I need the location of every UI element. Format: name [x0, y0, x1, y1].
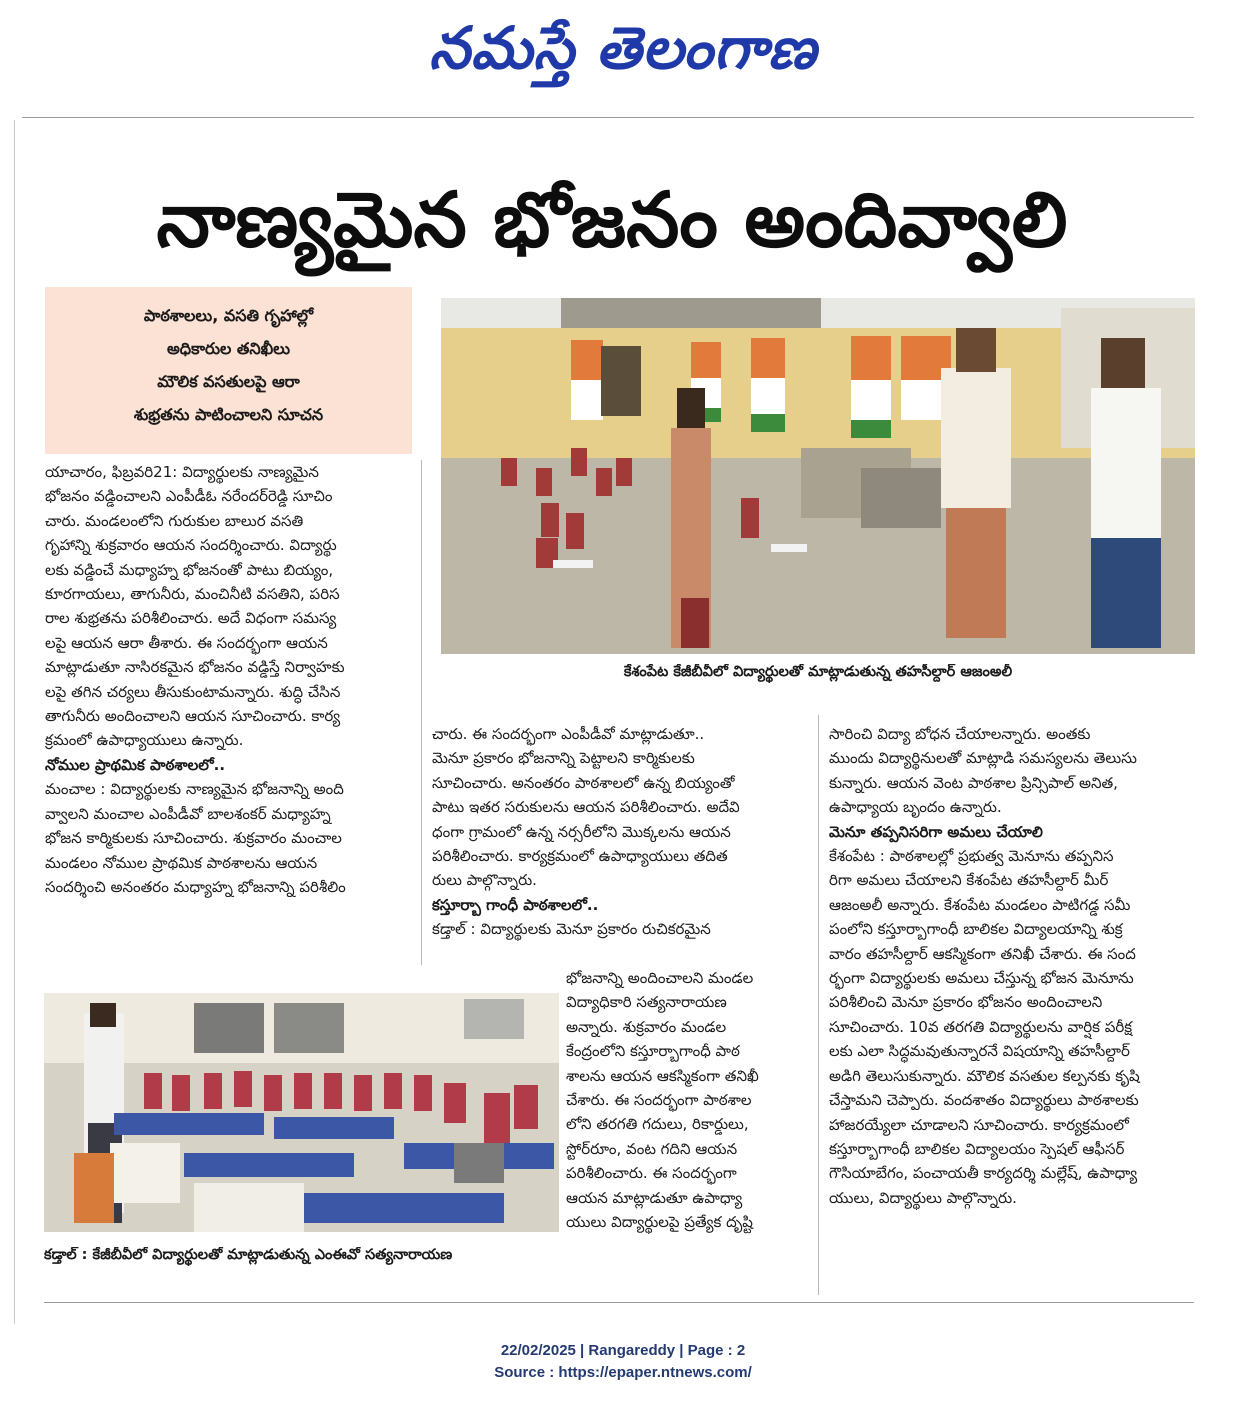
- highlight-line: పాఠశాలలు, వసతి గృహాల్లో: [143, 306, 314, 325]
- paragraph-line: శాలను ఆయన ఆకస్మికంగా తనిఖీ: [566, 1066, 759, 1085]
- paragraph-line: మాట్లాడుతూ నాసిరకమైన భోజనం వడ్డిస్తే నిర్వాహకు: [45, 658, 345, 677]
- paragraph-line: లపై తగిన చర్యలు తీసుకుంటామన్నారు. శుద్ధి చేసిన: [45, 682, 341, 701]
- paragraph-line: భోజనం వడ్డించాలని ఎంపీడీఓ నరేందర్‌రెడ్డి సూచిం: [45, 487, 333, 506]
- paragraph-line: కడ్తాల్ : విద్యార్థులకు మెనూ ప్రకారం రుచికరమైన: [432, 920, 711, 939]
- footer-edition-info: 22/02/2025 | Rangareddy | Page : 2: [500, 1342, 746, 1359]
- photo1-caption: కేశంపేట కేజీబీవీలో విద్యార్థులతో మాట్లాడుతున్న తహసీల్దార్ ఆజంఅలీ: [623, 664, 1013, 680]
- highlight-line: అధికారుల తనిఖీలు: [166, 339, 290, 358]
- paragraph-line: కూరగాయలు, తాగునీరు, మంచినీటి వసతిని, పరిస: [45, 585, 340, 604]
- paragraph-line: మెనూ ప్రకారం భోజనాన్ని పెట్టాలని కార్మికులకు: [432, 749, 695, 768]
- paragraph-line: స్టోర్‌రూం, వంట గదిని ఆయన: [566, 1139, 738, 1158]
- paragraph-line: రులు పాల్గొన్నారు.: [432, 871, 537, 890]
- paragraph-line: లకు ఎలా సిద్ధమవుతున్నారనే విషయాన్ని తహసీల్దార్: [829, 1042, 1130, 1061]
- paragraph-line: పరిశీలించారు. ఈ సందర్భంగా: [566, 1164, 737, 1183]
- paragraph-line: చేస్తామని చెప్పారు. వందశాతం విద్యార్థులు పాఠశాలకు: [829, 1091, 1139, 1110]
- paragraph-line: పాటు ఇతర సరుకులను ఆయన పరిశీలించారు. అదేవి: [432, 798, 740, 817]
- page-bottom-divider: [44, 1302, 1194, 1303]
- paragraph-line: ఆయన మాట్లాడుతూ ఉపాధ్యా: [566, 1188, 743, 1207]
- paragraph-line: పంలోని కస్తూర్బాగాంధీ బాలికల విద్యాలయాన్ని శుక్ర: [829, 920, 1123, 939]
- paragraph-line: ముందు విద్యార్థినులతో మాట్లాడి సమస్యలను తెలుసు: [829, 749, 1137, 768]
- column-divider: [818, 715, 819, 1295]
- paragraph-line: ఉపాధ్యాయ బృందం ఉన్నారు.: [829, 798, 1002, 817]
- paragraph-line: సూచించారు. 10వ తరగతి విద్యార్థులను వార్షిక పరీక్ష: [829, 1017, 1133, 1036]
- paragraph-line: యులు విద్యార్థులపై ప్రత్యేక దృష్టి: [566, 1213, 753, 1232]
- paragraph-line: యులు, విద్యార్థులు పాల్గొన్నారు.: [829, 1188, 1017, 1207]
- paragraph-line: తాగునీరు అందించాలని ఆయన సూచించారు. కార్య: [45, 707, 341, 726]
- paragraph-line: భోజనాన్ని అందించాలని మండల: [566, 969, 754, 987]
- photo2-caption: కడ్తాల్ : కేజీబీవీలో విద్యార్థులతో మాట్లాడుతున్న ఎంఈవో సత్యనారాయణ: [44, 1247, 453, 1263]
- paragraph-line: భోజన కార్మికులకు సూచించారు. శుక్రవారం మంచాల: [45, 829, 342, 848]
- newspaper-logo: నమస్తే తెలంగాణ: [429, 14, 817, 82]
- paragraph-line: పరిశీలించారు. కార్యక్రమంలో ఉపాధ్యాయులు తదిత: [432, 847, 728, 866]
- photo-keshampet-kgbv: [441, 298, 1195, 654]
- article-column-kadthal: [566, 966, 808, 1234]
- paragraph-line: పరిశీలించి మెనూ ప్రకారం భోజనం అందించాలని: [829, 993, 1103, 1012]
- highlights-box: [45, 287, 412, 454]
- paragraph-line: ర్భంగా విద్యార్థులకు అమలు చేస్తున్న భోజన మెనూను: [829, 969, 1134, 988]
- paragraph-line: లకు వడ్డించే మధ్యాహ్న భోజనంతో పాటు బియ్యం,: [45, 560, 334, 579]
- paragraph-line: మండలం నోముల ప్రాథమిక పాఠశాలను ఆయన: [45, 853, 318, 872]
- paragraph-line: చేశారు. ఈ సందర్భంగా పాఠశాల: [566, 1091, 752, 1110]
- column-divider: [421, 715, 422, 965]
- paragraph-line: గౌసియాబేగం, పంచాయతీ కార్యదర్శి మల్లేష్, ఉపాధ్యా: [829, 1164, 1138, 1183]
- paragraph-line: గృహాన్ని శుక్రవారం ఆయన సందర్శించారు. విద్యార్థు: [45, 536, 337, 555]
- highlight-line: మౌలిక వసతులపై ఆరా: [157, 372, 300, 391]
- courtyard-photo-illustration: [441, 298, 1195, 654]
- paragraph-line: కస్తూర్బాగాంధీ బాలికల విద్యాలయం స్పెషల్ ఆఫీసర్: [829, 1139, 1125, 1158]
- paragraph-line: అడిగి తెలుసుకున్నారు. మౌలిక వసతుల కల్పనకు కృషి: [829, 1066, 1140, 1085]
- paragraph-line: క్రమంలో ఉపాధ్యాయులు ఉన్నారు.: [45, 731, 244, 750]
- paragraph-line: కేంద్రంలోని కస్తూర్బాగాంధీ పాఠ: [566, 1042, 740, 1061]
- paragraph-line: మంచాల : విద్యార్థులకు నాణ్యమైన భోజనాన్ని అంది: [45, 780, 344, 799]
- article-column-keshampet: [829, 722, 1195, 1282]
- paragraph-line: సూచించారు. అనంతరం పాఠశాలలో ఉన్న బియ్యంతో: [432, 773, 735, 792]
- paragraph-line: వ్వాలని మంచాల ఎంపీడీవో బాలశంకర్ మధ్యాహ్న: [45, 804, 331, 823]
- subheading-nomula: నోముల ప్రాథమిక పాఠశాలలో..: [45, 755, 226, 774]
- paragraph-line: రిగా అమలు చేయాలని కేశంపేట తహసీల్దార్ మీర్: [829, 871, 1109, 890]
- page-left-border: [14, 120, 15, 1324]
- paragraph-line: హాజరయ్యేలా చూడాలని సూచించారు. కార్యక్రమంలో: [829, 1115, 1129, 1134]
- paragraph-line: సందర్శించి అనంతరం మధ్యాహ్న భోజనాన్ని పరిశీలిం: [45, 877, 346, 896]
- subheading-menu: మెనూ తప్పనిసరిగా అమలు చేయాలి: [829, 822, 1043, 841]
- paragraph-line: లపై ఆయన ఆరా తీశారు. ఈ సందర్భంగా ఆయన: [45, 633, 328, 652]
- paragraph-line: వారం తహసీల్దార్ ఆకస్మికంగా తనిఖీ చేశారు. ఈ సంద: [829, 944, 1136, 963]
- paragraph-line: చారు. ఈ సందర్భంగా ఎంపీడీవో మాట్లాడుతూ..: [432, 725, 705, 743]
- highlight-line: శుభ్రతను పాటించాలని సూచన: [133, 405, 324, 424]
- masthead-divider: [22, 117, 1194, 118]
- article-column-yacharam: [45, 460, 411, 965]
- paragraph-line: లోని తరగతి గదులు, రికార్డులు,: [566, 1115, 749, 1134]
- paragraph-line: రాల శుభ్రతను పరిశీలించారు. అదే విధంగా సమస్య: [45, 609, 337, 628]
- paragraph-line: ధంగా గ్రామంలో ఉన్న నర్సరీలోని మొక్కలను ఆయన: [432, 822, 731, 841]
- article-headline: నాణ్యమైన భోజనం అందివ్వాలి: [156, 175, 1068, 264]
- paragraph-line: విద్యాధికారి సత్యనారాయణ: [566, 993, 727, 1012]
- paragraph-line: అన్నారు. శుక్రవారం మండల: [566, 1017, 727, 1036]
- footer-source-link[interactable]: Source : https://epaper.ntnews.com/: [494, 1364, 752, 1381]
- paragraph-line: చారు. మండలంలోని గురుకుల బాలుర వసతి: [45, 511, 304, 530]
- paragraph-line: కున్నారు. ఆయన వెంట పాఠశాల ప్రిన్సిపాల్ అనిత,: [829, 773, 1118, 792]
- subheading-kasturba: కస్తూర్బా గాంధీ పాఠశాలలో..: [432, 895, 599, 914]
- paragraph-line: సారించి విద్యా బోధన చేయాలన్నారు. అంతకు: [829, 725, 1091, 743]
- paragraph-line: ఆజంఅలీ అన్నారు. కేశంపేట మండలం పాటిగడ్డ సమీ: [829, 895, 1131, 914]
- paragraph-line: కేశంపేట : పాఠశాలల్లో ప్రభుత్వ మెనూను తప్పనిస: [829, 847, 1114, 866]
- paragraph-line: యాచారం, ఫిబ్రవరి21: విద్యార్థులకు నాణ్యమైన: [45, 463, 319, 481]
- masthead: [0, 8, 1246, 88]
